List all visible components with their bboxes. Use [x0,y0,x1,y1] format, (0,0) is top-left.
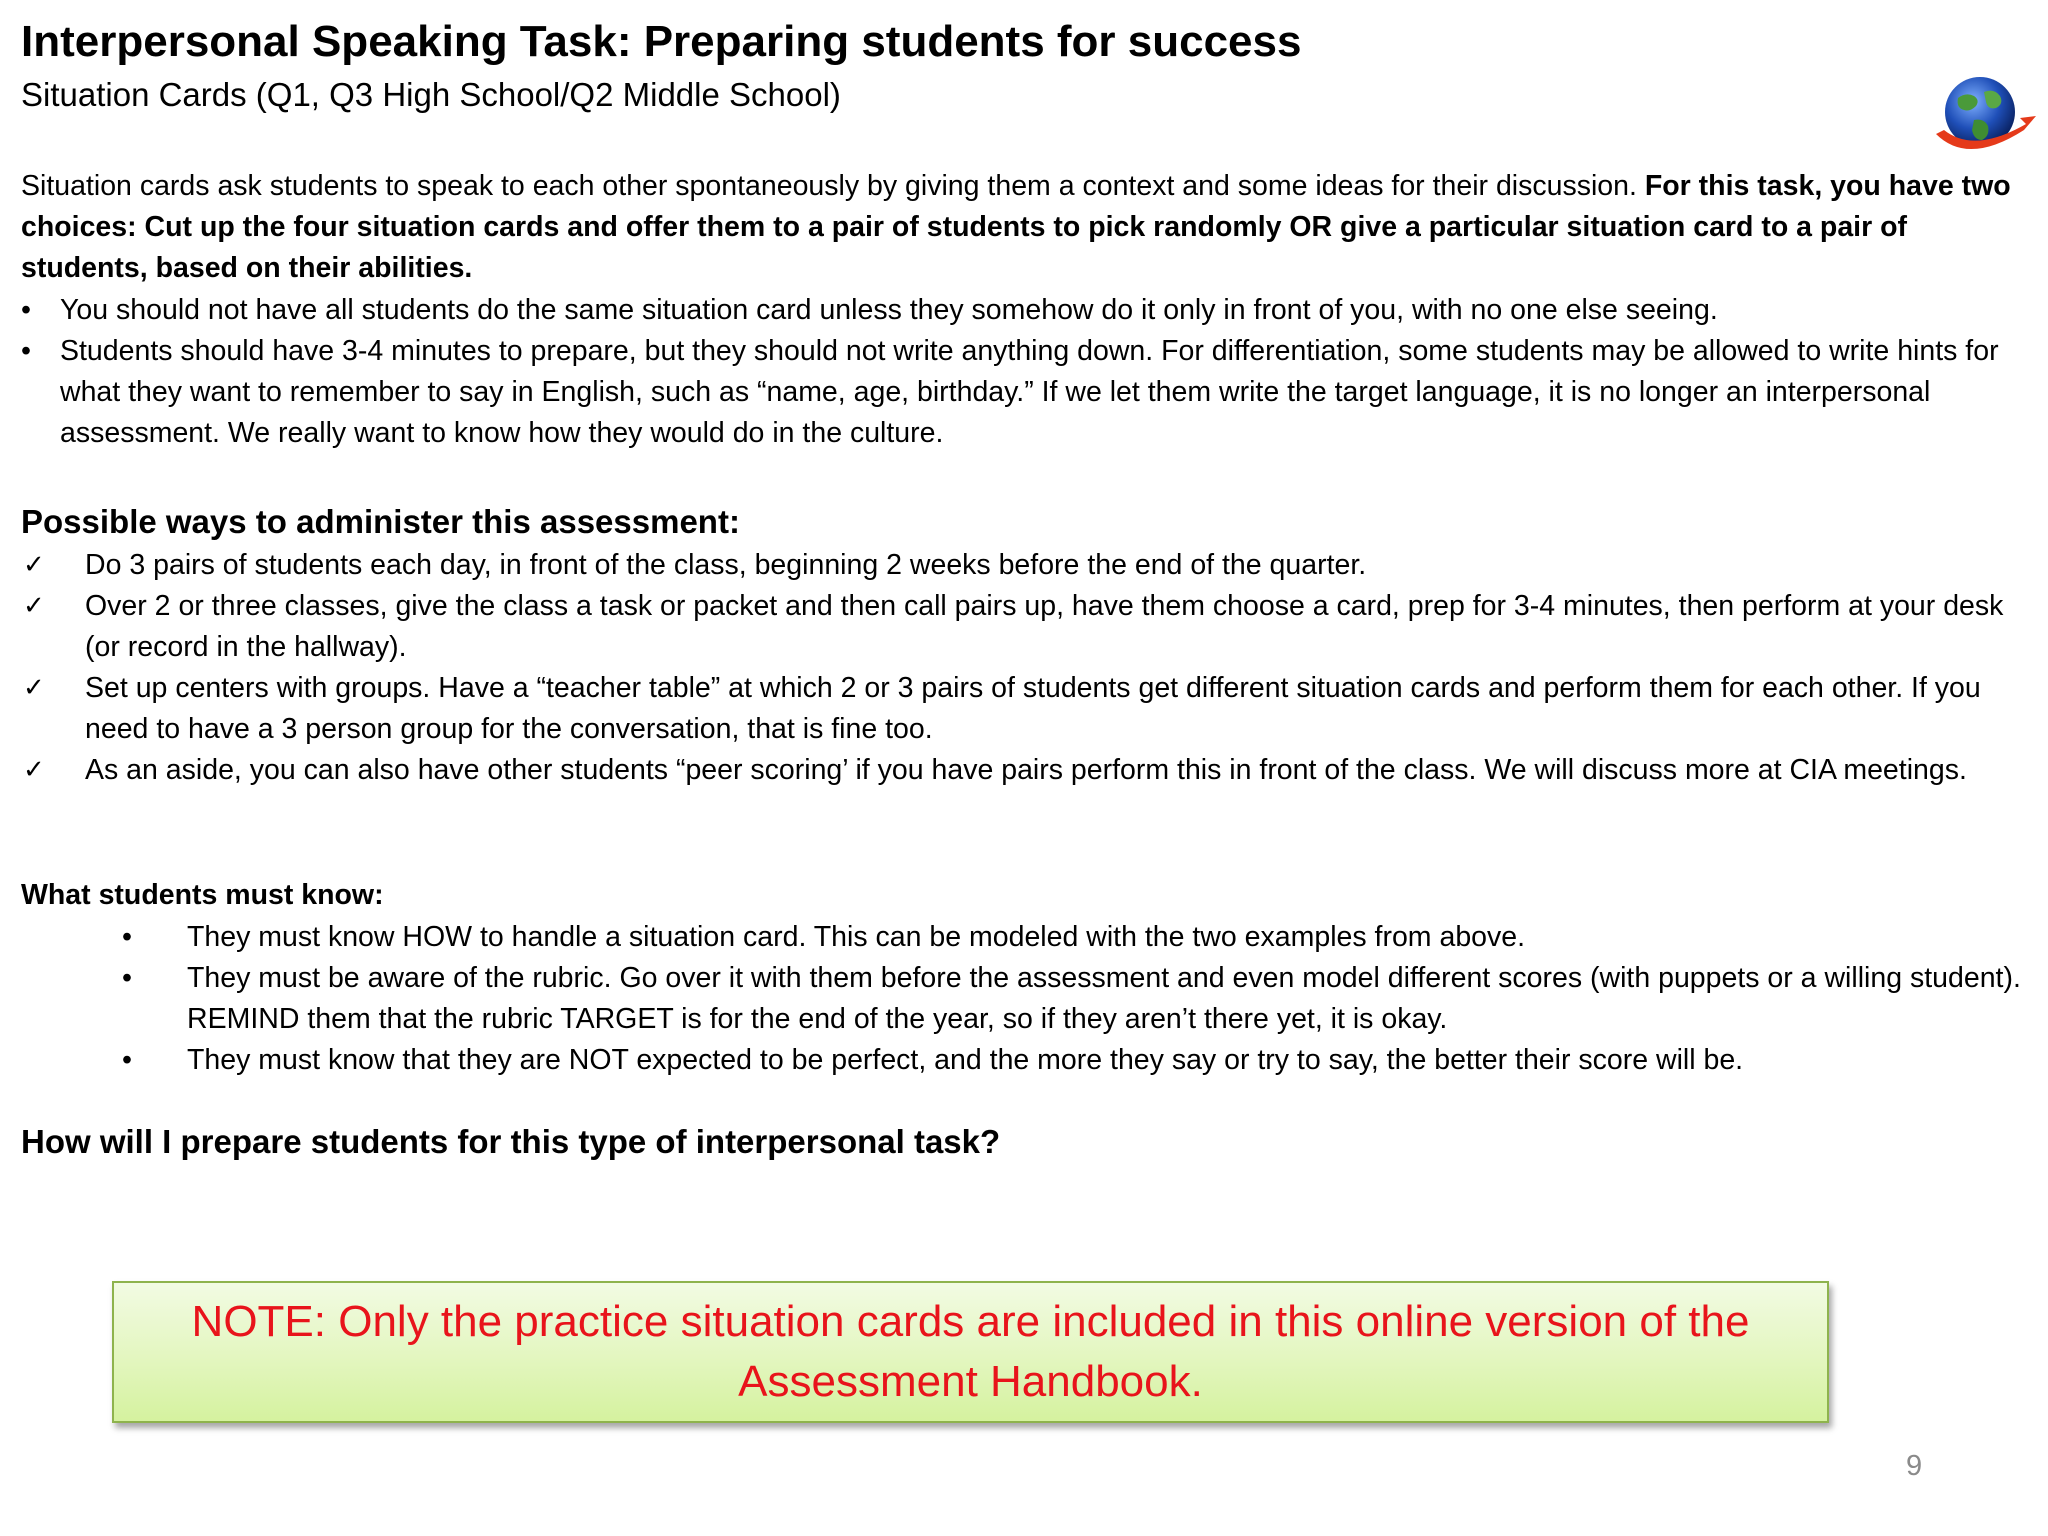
list-item [21,1040,2031,1081]
intro-paragraph [21,166,2031,289]
guidelines-list [21,290,2031,454]
list-item-text: Students should have 3-4 minutes to prepare, but they should not write anything down. For differentiation, some students may be allowed to write hints for what they want to remember to say in English, such as “name, age, birthday.” If we let them write the target language, it is no longer an interpersonal assessment. We really want to know how they would do in the culture. [60,335,1999,449]
page-subtitle: Situation Cards (Q1, Q3 High School/Q2 Middle School) [21,76,841,113]
checkmark-icon: ✓ [23,673,45,703]
list-item [21,586,2031,668]
checkmark-icon: ✓ [23,591,45,621]
note-box [112,1281,1829,1423]
list-item-text: You should not have all students do the same situation card unless they somehow do it only in front of you, with no one else seeing. [60,294,1718,326]
bullet-marker: • [122,921,132,953]
bullet-marker: • [122,1044,132,1076]
page-number: 9 [1906,1450,1923,1482]
must-know-heading: What students must know: [21,879,384,911]
list-item [21,917,2031,958]
list-item [21,331,2031,454]
list-item-text: Set up centers with groups. Have a “teacher table” at which 2 or 3 pairs of students get different situation cards and perform them for each other. If you need to have a 3 person group for the conversation, that is fine too. [85,672,1981,745]
must-know-list [21,917,2031,1081]
page-title: Interpersonal Speaking Task: Preparing students for success [21,17,1302,66]
list-item [21,668,2031,750]
list-item-text: They must know HOW to handle a situation card. This can be modeled with the two examples from above. [187,921,1526,953]
prepare-heading: How will I prepare students for this type of interpersonal task? [21,1123,1001,1160]
intro-plain-text: Situation cards ask students to speak to each other spontaneously by giving them a context and some ideas for their discussion. [21,170,1645,202]
ways-checklist [21,545,2031,791]
list-item-text: Do 3 pairs of students each day, in front of the class, beginning 2 weeks before the end of the quarter. [85,549,1367,581]
note-text: NOTE: Only the practice situation cards are included in this online version of the Assessment Handbook. [191,1297,1750,1406]
ways-heading: Possible ways to administer this assessment: [21,503,740,540]
list-item-text: They must know that they are NOT expected to be perfect, and the more they say or try to say, the better their score will be. [187,1044,1744,1076]
bullet-marker: • [21,294,31,326]
checkmark-icon: ✓ [23,550,45,580]
list-item [21,958,2031,1040]
intro-bold-text: For this task, you have two choices: Cut up the four situation cards and offer them to a pair of students to pick randomly OR give a particular situation card to a pair of students, based on their abilities. [21,170,2011,284]
list-item-text: As an aside, you can also have other students “peer scoring’ if you have pairs perform this in front of the class. We will discuss more at CIA meetings. [85,754,1967,786]
list-item [21,290,2031,331]
bullet-marker: • [21,335,31,367]
globe-arrow-icon [1928,70,2040,160]
list-item-text: They must be aware of the rubric. Go over it with them before the assessment and even model different scores (with puppets or a willing student). REMIND them that the rubric TARGET is for the end of the year, so if they aren’t there yet, it is okay. [187,962,2021,1035]
list-item [21,750,2031,791]
list-item [21,545,2031,586]
list-item-text: Over 2 or three classes, give the class a task or packet and then call pairs up, have them choose a card, prep for 3-4 minutes, then perform at your desk (or record in the hallway). [85,590,2004,663]
bullet-marker: • [122,962,132,994]
checkmark-icon: ✓ [23,755,45,785]
